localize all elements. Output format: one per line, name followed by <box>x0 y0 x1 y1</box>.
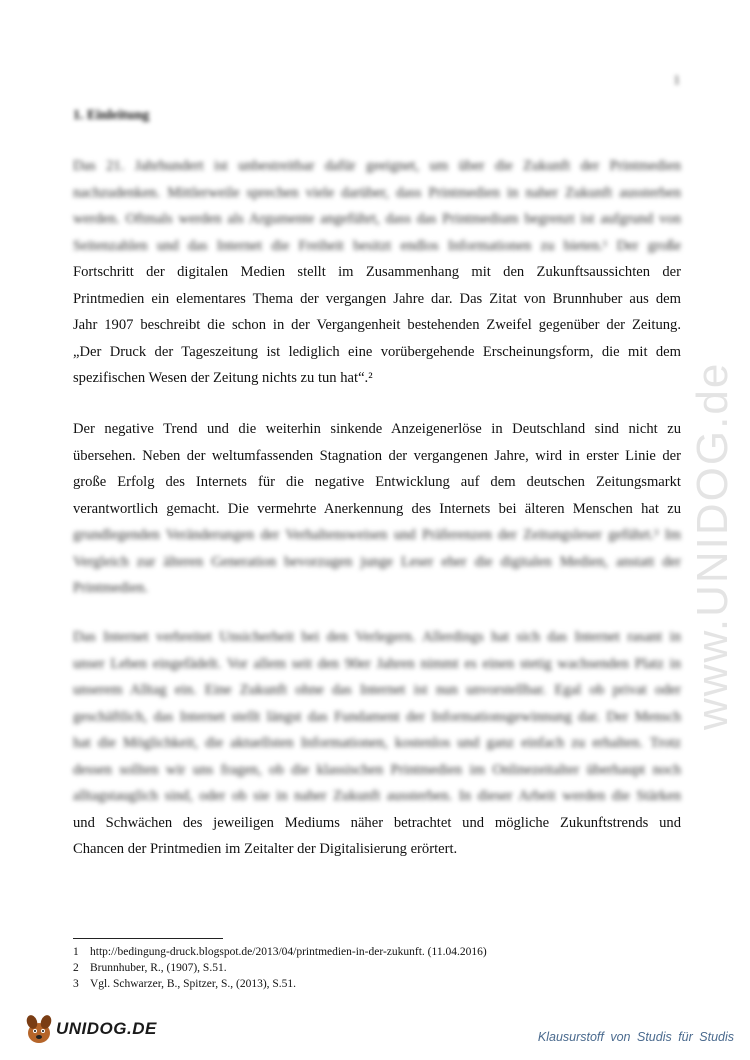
text-line: Vergleich zur älteren Generation bevorzugen junge Leser eher die digitalen Medien, anstatt der <box>73 553 681 570</box>
text-line: unser Leben eingefädelt. Vor allem seit den 90er Jahren nimmt es einen stetig wachsenden Platz in <box>73 655 681 672</box>
text-line: hat die Möglichkeit, die aktuellsten Informationen, kostenlos und ganz einfach zu erhalten. Trotz <box>73 735 681 751</box>
text-line: verantwortlich gemacht. Die vermehrte Anerkennung des Internets bei älteren Menschen hat zu <box>73 500 681 517</box>
footnote-number: 2 <box>73 962 79 974</box>
watermark: www.UNIDOG.de <box>688 361 737 730</box>
text-line: werden. Oftmals werden als Argumente angeführt, dass das Printmedium begrenzt ist aufgrund von <box>73 211 681 227</box>
text-line: Printmedien ein elementares Thema der vergangen Jahre dar. Das Zitat von Brunnhuber aus dem <box>73 290 681 307</box>
dog-mascot-icon <box>24 1013 54 1045</box>
footnote-text: Brunnhuber, R., (1907), S.51. <box>90 962 227 974</box>
text-line: Jahr 1907 beschreibt die schon in der Vergangenheit bestehenden Zweifel gegenüber der Zeitung. <box>73 317 681 333</box>
text-line: Fortschritt der digitalen Medien stellt im Zusammenhang mit den Zukunftsaussichten der <box>73 264 681 280</box>
text-line: spezifischen Wesen der Zeitung nichts zu tun hat“.² <box>73 370 373 386</box>
text-line: Das Internet verbreitet Unsicherheit bei den Verlegern. Allerdings hat sich das Internet rasant in <box>73 629 681 645</box>
text-line: große Erfolg des Internets für die negative Entwicklung auf dem deutschen Zeitungsmarkt <box>73 474 681 490</box>
text-line: grundlegenden Veränderungen der Verhaltensweisen und Präferenzen der Zeitungsleser geführt.³ Im <box>73 527 681 543</box>
paragraph-internet <box>73 624 681 863</box>
text-line: Seitenzahlen und das Internet die Freiheit besitzt endlos Informationen zu bieten.¹ Der große <box>73 237 681 254</box>
text-line: Printmedien. <box>73 580 148 596</box>
paragraph-intro <box>73 153 681 392</box>
footnote <box>73 944 673 960</box>
footnote <box>73 976 673 992</box>
text-line: übersehen. Neben der weltumfassenden Stagnation der vergangenen Jahre, wird in erster Linie der <box>73 447 681 464</box>
section-heading: 1. Einleitung <box>73 108 150 123</box>
footnote-divider <box>73 938 223 939</box>
text-line: alltagstauglich sind, oder ob sie in naher Zukunft aussterben. In dieser Arbeit werden die Stärken <box>73 788 681 804</box>
text-line: dessen sollten wir uns fragen, ob die klassischen Printmedien im Onlinezeitalter überhaupt noch <box>73 761 681 778</box>
footnote-text: http://bedingung-druck.blogspot.de/2013/04/printmedien-in-der-zukunft. (11.04.2016) <box>90 946 487 958</box>
text-line: „Der Druck der Tageszeitung ist lediglich eine vorübergehende Erscheinungsform, die mit dem <box>73 343 681 360</box>
footnotes <box>73 944 673 992</box>
text-line: und Schwächen des jeweiligen Mediums näher betrachtet und mögliche Zukunftstrends und <box>73 814 681 831</box>
footnote <box>73 960 673 976</box>
text-line: unserem Alltag ein. Eine Zukunft ohne das Internet ist nun unvorstellbar. Egal ob privat oder <box>73 682 681 698</box>
page-number: 1 <box>673 72 680 87</box>
text-line: Chancen der Printmedien im Zeitalter der Digitalisierung erörtert. <box>73 841 458 857</box>
footnote-text: Vgl. Schwarzer, B., Spitzer, S., (2013), S.51. <box>90 978 297 990</box>
footer-slogan: Klausurstoff von Studis für Studis <box>537 1030 734 1044</box>
footnote-number: 1 <box>73 946 79 958</box>
logo-text: UNIDOG.DE <box>56 1019 157 1038</box>
text-line: geschäftlich, das Internet stellt längst das Fundament der Informationsgewinnung dar. Der Mensch <box>73 708 681 725</box>
unidog-logo[interactable] <box>24 1013 157 1045</box>
paragraph-trend <box>73 416 681 602</box>
text-line: Das 21. Jahrhundert ist unbestreitbar dafür geeignet, um über die Zukunft der Printmedien <box>73 158 681 174</box>
footnote-number: 3 <box>73 978 79 990</box>
text-line: nachzudenken. Mittlerweile sprechen viele darüber, dass Printmedien in naher Zukunft aussterben <box>73 184 681 201</box>
text-line: Der negative Trend und die weiterhin sinkende Anzeigenerlöse in Deutschland sind nicht zu <box>73 421 681 437</box>
